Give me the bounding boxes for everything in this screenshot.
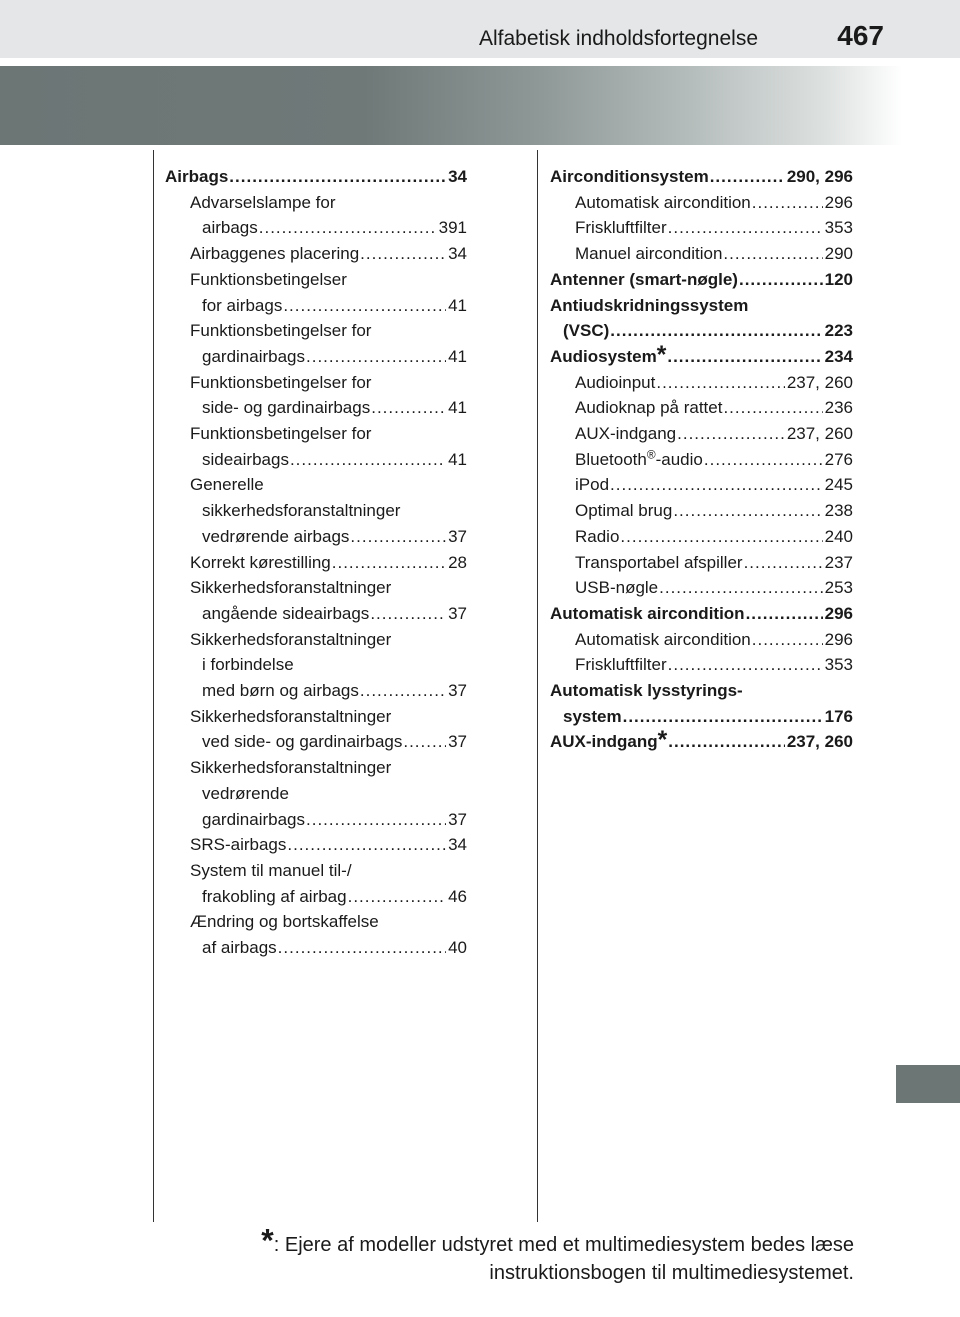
entry-term-text: Automatisk aircondition	[550, 603, 745, 623]
index-entry	[550, 704, 853, 730]
entry-term-text: Sikkerhedsforanstaltninger	[190, 578, 392, 598]
dot-leader	[752, 627, 823, 653]
section-banner	[0, 66, 960, 145]
index-entry	[165, 318, 467, 344]
entry-term-text: SRS-airbags	[190, 835, 287, 855]
index-entry	[165, 858, 467, 884]
index-entry	[165, 472, 467, 498]
index-entry	[165, 884, 467, 910]
entry-page-ref: 245	[824, 475, 853, 495]
entry-page-ref: 253	[824, 578, 853, 598]
entry-term-text: Audioknap på rattet	[575, 398, 723, 418]
index-entry	[165, 601, 467, 627]
entry-page-ref: 40	[448, 938, 467, 958]
entry-page-ref: 296	[824, 603, 853, 623]
index-entry	[550, 318, 853, 344]
entry-term	[190, 704, 391, 730]
entry-term	[190, 421, 371, 447]
entry-term-text: Airbaggenes placering	[190, 244, 360, 264]
entry-page-ref: 37	[448, 732, 467, 752]
dot-leader	[360, 678, 446, 704]
dot-leader	[668, 652, 823, 678]
entry-term-text: frakobling af airbag	[202, 886, 347, 906]
index-entry	[550, 447, 853, 473]
entry-page-ref: 276	[824, 449, 853, 469]
index-entry	[550, 627, 853, 653]
entry-term	[190, 241, 359, 267]
index-entry	[165, 293, 467, 319]
thumb-index-tab	[896, 1065, 960, 1103]
entry-term	[550, 729, 667, 755]
index-entry	[165, 498, 467, 524]
entry-term	[202, 729, 402, 755]
entry-page-ref: 37	[448, 809, 467, 829]
index-entry	[165, 652, 467, 678]
entry-term-text: Funktionsbetingelser for	[190, 321, 372, 341]
entry-term-text: for airbags	[202, 295, 283, 315]
entry-page-ref: 290, 296	[786, 167, 853, 186]
index-entry	[165, 421, 467, 447]
entry-page-ref: 41	[448, 398, 467, 418]
entry-page-ref: 290	[824, 244, 853, 264]
index-entry	[550, 215, 853, 241]
entry-term-text: ved side- og gardinairbags	[202, 732, 403, 752]
entry-term	[575, 550, 743, 576]
entry-page-ref: 237	[824, 552, 853, 572]
entry-term	[190, 627, 391, 653]
dot-leader	[278, 935, 446, 961]
index-entry	[165, 370, 467, 396]
entry-term-text: angående sideairbags	[202, 603, 370, 623]
entry-page-ref: 237, 260	[786, 372, 853, 392]
dot-leader	[283, 293, 446, 319]
entry-term	[575, 421, 676, 447]
entry-page-ref: 236	[824, 398, 853, 418]
index-entry	[165, 935, 467, 961]
dot-leader	[306, 807, 446, 833]
entry-term-suffix: -audio	[655, 449, 703, 469]
dot-leader	[673, 498, 822, 524]
dot-leader	[350, 524, 446, 550]
index-entry	[550, 601, 853, 627]
entry-page-ref: 223	[824, 321, 853, 341]
entry-term	[202, 781, 289, 807]
index-entry	[550, 190, 853, 216]
dot-leader	[752, 190, 823, 216]
index-entry	[550, 267, 853, 293]
entry-page-ref: 237, 260	[786, 424, 853, 444]
entry-term	[190, 267, 347, 293]
entry-term	[575, 241, 722, 267]
entry-term-text: vedrørende	[202, 783, 289, 803]
entry-term	[190, 909, 379, 935]
entry-page-ref: 34	[448, 244, 467, 264]
entry-term-text: i forbindelse	[202, 655, 294, 675]
footnote	[154, 1222, 854, 1287]
entry-term-text: af airbags	[202, 938, 277, 958]
index-entry	[165, 344, 467, 370]
entry-page-ref: 237, 260	[786, 732, 853, 752]
entry-term	[202, 447, 289, 473]
entry-term-text: airbags	[202, 218, 258, 238]
entry-term	[202, 601, 369, 627]
index-entry	[550, 370, 853, 396]
entry-term	[202, 215, 258, 241]
entry-term	[550, 601, 745, 627]
entry-term-text: Antenner (smart-nøgle)	[550, 269, 738, 289]
entry-term-text: gardinairbags	[202, 346, 306, 366]
index-entry	[165, 164, 467, 190]
index-entry	[550, 344, 853, 370]
entry-term-text: Advarselslampe for	[190, 192, 336, 212]
dot-leader	[290, 447, 446, 473]
dot-leader	[370, 601, 446, 627]
dot-leader	[623, 704, 823, 730]
entry-page-ref: 41	[448, 295, 467, 315]
index-entry	[165, 267, 467, 293]
entry-term	[165, 164, 228, 190]
index-entry	[165, 909, 467, 935]
entry-page-ref: 37	[448, 603, 467, 623]
entry-term	[550, 344, 666, 370]
dot-leader	[229, 164, 446, 190]
entry-page-ref: 37	[448, 681, 467, 701]
entry-term	[550, 267, 738, 293]
index-entry	[550, 293, 853, 319]
dot-leader	[656, 370, 784, 396]
running-title: Alfabetisk indholdsfortegnelse	[478, 27, 758, 50]
entry-term	[563, 318, 609, 344]
index-entry	[165, 550, 467, 576]
entry-term	[190, 858, 352, 884]
entry-term-text: Automatisk aircondition	[575, 629, 751, 649]
entry-term	[575, 190, 751, 216]
index-entry	[550, 241, 853, 267]
footnote-text-1: : Ejere af modeller udstyret med et multimediesystem bedes læse	[273, 1234, 854, 1256]
entry-term	[575, 395, 722, 421]
entry-page-ref: 37	[448, 526, 467, 546]
index-entry	[550, 729, 853, 755]
entry-term	[550, 164, 709, 190]
entry-term-text: AUX-indgang	[575, 424, 677, 444]
dot-leader	[332, 550, 446, 576]
entry-term	[190, 472, 264, 498]
entry-term-text: sikkerhedsforanstaltninger	[202, 501, 401, 521]
column-rule-middle	[537, 150, 538, 1222]
dot-leader	[306, 344, 446, 370]
index-entry	[550, 652, 853, 678]
entry-term	[575, 524, 619, 550]
entry-term-text: AUX-indgang	[550, 732, 658, 752]
footnote-marker: *	[261, 1222, 274, 1259]
index-entry	[550, 678, 853, 704]
entry-term-text: USB-nøgle	[575, 578, 659, 598]
entry-page-ref: 296	[824, 192, 853, 212]
index-entry	[550, 421, 853, 447]
footnote-line-1	[154, 1222, 854, 1259]
dot-leader	[668, 729, 785, 755]
entry-term	[202, 935, 277, 961]
entry-page-ref: 391	[438, 218, 467, 238]
entry-term-text: Optimal brug	[575, 501, 673, 521]
entry-term-text: Antiudskridningssystem	[550, 295, 749, 315]
index-entry	[550, 164, 853, 190]
dot-leader	[360, 241, 446, 267]
column-rule-left	[153, 150, 154, 1222]
entry-term	[202, 344, 305, 370]
index-entry	[165, 395, 467, 421]
entry-term-text: Friskluftfilter	[575, 655, 667, 675]
entry-term-text: Radio	[575, 526, 620, 546]
footnote-asterisk: *	[656, 342, 667, 370]
dot-leader	[659, 575, 822, 601]
entry-term-text: Funktionsbetingelser for	[190, 424, 372, 444]
entry-term	[202, 884, 347, 910]
entry-term	[190, 318, 371, 344]
entry-term-text: Airconditionsystem	[550, 167, 709, 186]
entry-term-text: (VSC)	[563, 321, 610, 341]
index-entry	[550, 550, 853, 576]
index-entry	[165, 729, 467, 755]
dot-leader	[610, 472, 823, 498]
dot-leader	[744, 550, 823, 576]
entry-term	[190, 190, 336, 216]
entry-term-text: Automatisk aircondition	[575, 192, 751, 212]
entry-term-text: Bluetooth	[575, 449, 647, 469]
entry-term-text: Sikkerhedsforanstaltninger	[190, 706, 392, 726]
entry-term	[202, 652, 294, 678]
entry-page-ref: 120	[824, 269, 853, 289]
entry-term-text: Manuel aircondition	[575, 244, 723, 264]
entry-term-text: vedrørende airbags	[202, 526, 350, 546]
entry-term	[550, 293, 748, 319]
entry-term	[202, 498, 400, 524]
dot-leader	[723, 395, 822, 421]
dot-leader	[746, 601, 823, 627]
index-entry	[165, 575, 467, 601]
entry-page-ref: 28	[448, 552, 467, 572]
dot-leader	[710, 164, 785, 190]
entry-term-text: Audiosystem	[550, 346, 657, 366]
registered-mark: ®	[646, 447, 656, 462]
entry-page-ref: 41	[448, 449, 467, 469]
index-entry	[165, 755, 467, 781]
entry-page-ref: 353	[824, 655, 853, 675]
entry-term	[190, 370, 371, 396]
entry-page-ref: 34	[448, 835, 467, 855]
dot-leader	[723, 241, 822, 267]
dot-leader	[610, 318, 822, 344]
entry-term	[575, 627, 751, 653]
entry-term-text: Ændring og bortskaffelse	[190, 912, 379, 932]
dot-leader	[704, 447, 823, 473]
entry-term-text: gardinairbags	[202, 809, 306, 829]
entry-page-ref: 34	[448, 167, 467, 186]
entry-term-text: iPod	[575, 475, 610, 495]
entry-term	[575, 575, 658, 601]
footnote-line-2: instruktionsbogen til multimediesystemet.	[489, 1262, 854, 1284]
entry-term	[202, 524, 349, 550]
entry-term-text: Transportabel afspiller	[575, 552, 743, 572]
index-column-right	[550, 164, 853, 755]
entry-term	[202, 395, 370, 421]
entry-term	[190, 832, 286, 858]
entry-term-text: Friskluftfilter	[575, 218, 667, 238]
entry-term-text: Sikkerhedsforanstaltninger	[190, 758, 392, 778]
entry-term	[202, 807, 305, 833]
index-column-left	[165, 164, 467, 961]
entry-page-ref: 353	[824, 218, 853, 238]
entry-term-text: Audioinput	[575, 372, 656, 392]
entry-term-text: Funktionsbetingelser for	[190, 372, 372, 392]
entry-term-text: System til manuel til-/	[190, 860, 352, 880]
entry-term	[190, 575, 391, 601]
index-entry	[165, 678, 467, 704]
index-entry	[165, 447, 467, 473]
entry-term	[575, 215, 667, 241]
entry-term-text: Sikkerhedsforanstaltninger	[190, 629, 392, 649]
index-entry	[165, 627, 467, 653]
entry-term	[202, 293, 282, 319]
index-entry	[550, 498, 853, 524]
entry-term-text: med børn og airbags	[202, 681, 359, 701]
entry-page-ref: 240	[824, 526, 853, 546]
dot-leader	[668, 215, 823, 241]
index-entry	[550, 472, 853, 498]
entry-term	[202, 678, 359, 704]
entry-term	[575, 447, 703, 473]
entry-term-text: side- og gardinairbags	[202, 398, 371, 418]
entry-term-text: system	[563, 706, 622, 726]
dot-leader	[739, 267, 823, 293]
dot-leader	[403, 729, 446, 755]
entry-term-text: Generelle	[190, 475, 264, 495]
dot-leader	[287, 832, 446, 858]
index-entry	[165, 807, 467, 833]
index-entry	[165, 781, 467, 807]
entry-page-ref: 41	[448, 346, 467, 366]
page-number: 467	[837, 20, 884, 51]
entry-term	[563, 704, 622, 730]
entry-page-ref: 234	[824, 346, 853, 366]
entry-term	[575, 498, 672, 524]
dot-leader	[348, 884, 446, 910]
dot-leader	[371, 395, 446, 421]
entry-page-ref: 238	[824, 501, 853, 521]
dot-leader	[667, 344, 822, 370]
entry-term	[575, 652, 667, 678]
entry-term	[190, 550, 331, 576]
dot-leader	[259, 215, 437, 241]
entry-term	[575, 370, 655, 396]
entry-term	[550, 678, 743, 704]
index-entry	[165, 524, 467, 550]
index-entry	[165, 832, 467, 858]
index-entry	[165, 704, 467, 730]
entry-page-ref: 46	[448, 886, 467, 906]
index-entry	[165, 190, 467, 216]
index-entry	[550, 524, 853, 550]
entry-term-text: Automatisk lysstyrings-	[550, 681, 743, 701]
index-entry	[165, 241, 467, 267]
entry-page-ref: 296	[824, 629, 853, 649]
entry-term-text: Korrekt kørestilling	[190, 552, 331, 572]
dot-leader	[620, 524, 822, 550]
entry-page-ref: 176	[824, 706, 853, 726]
entry-term	[575, 472, 609, 498]
index-entry	[550, 575, 853, 601]
entry-term-text: Airbags	[165, 167, 229, 186]
footnote-asterisk: *	[657, 727, 668, 755]
entry-term-text: sideairbags	[202, 449, 289, 469]
entry-term-text: Funktionsbetingelser	[190, 269, 347, 289]
index-entry	[550, 395, 853, 421]
index-entry	[165, 215, 467, 241]
entry-term	[190, 755, 391, 781]
dot-leader	[677, 421, 785, 447]
